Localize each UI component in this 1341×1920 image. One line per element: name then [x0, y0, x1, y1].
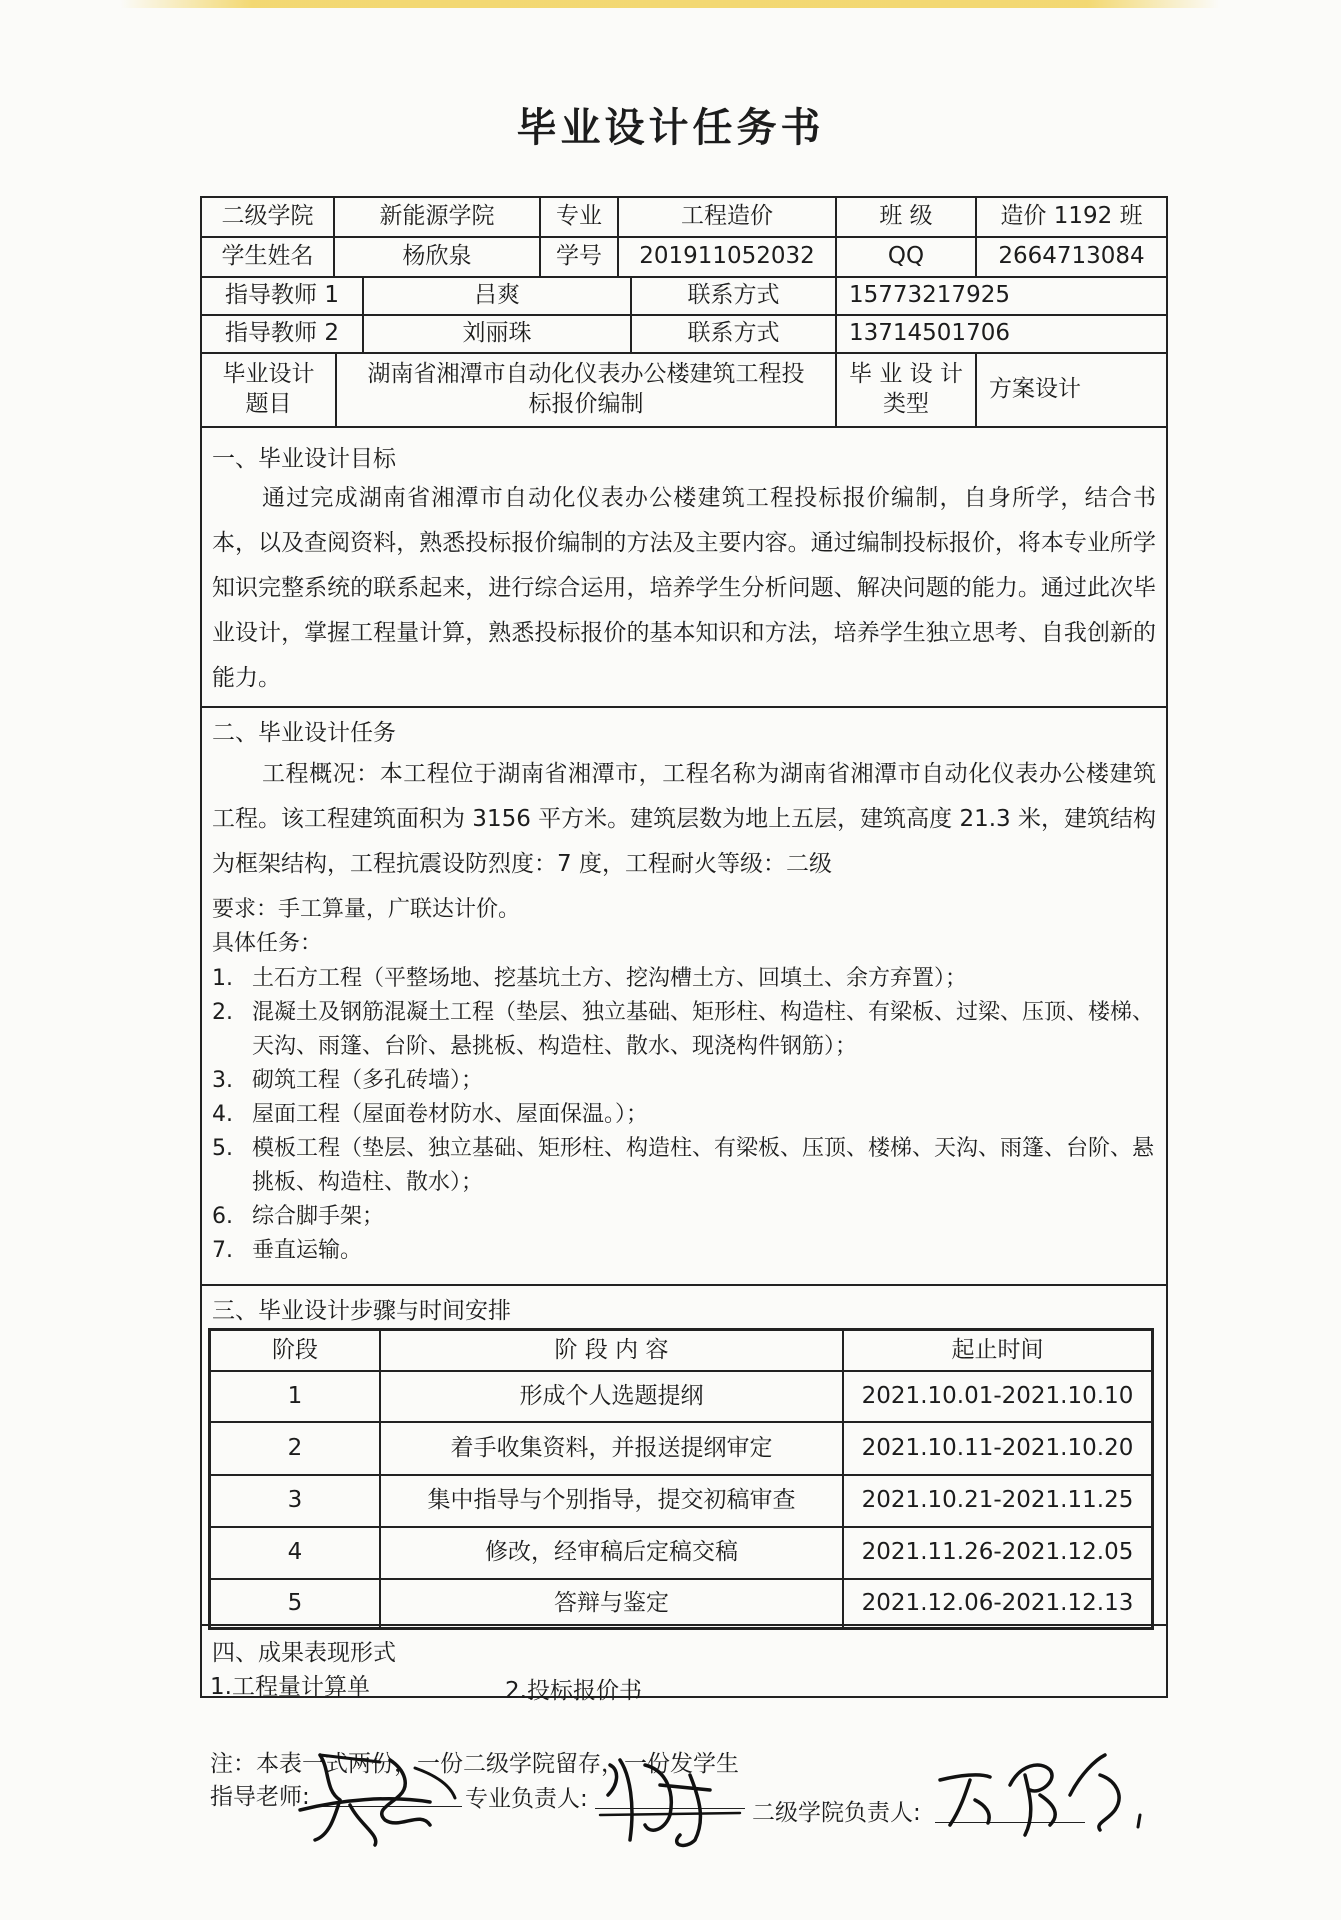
class-value: 造价 1192 班: [1000, 203, 1143, 230]
teacher2-label: 指导教师 2: [225, 320, 339, 347]
schedule-content: 修改，经审稿后定稿交稿: [485, 1539, 738, 1566]
schedule-content: 形成个人选题提纲: [519, 1382, 704, 1409]
college-head-signature-label: 二级学院负责人:: [752, 1800, 921, 1826]
grid-line: [200, 426, 1168, 428]
section-divider: [200, 706, 1168, 708]
schedule-period: 2021.10.21-2021.11.25: [861, 1487, 1134, 1514]
major-value: 工程造价: [681, 203, 773, 230]
schedule-period: 2021.11.26-2021.12.05: [861, 1539, 1134, 1566]
class-label: 班 级: [879, 203, 933, 230]
contact2-label: 联系方式: [687, 320, 780, 347]
design-type-label-line1: 毕 业 设 计: [849, 361, 963, 388]
teacher1-label: 指导教师 1: [225, 282, 339, 309]
topic-value: [337, 354, 835, 426]
qq-value: 2664713084: [998, 243, 1145, 270]
contact1-value: 15773217925: [849, 282, 1010, 309]
topic-label: [202, 354, 335, 426]
major-head-signature-label: 专业负责人:: [465, 1786, 588, 1812]
schedule-stage: 1: [287, 1382, 303, 1409]
topic-value-line2: 标报价编制: [528, 391, 644, 417]
task-item: 7. 垂直运输。: [212, 1238, 363, 1263]
topic-label-line1: 毕业设计: [222, 361, 315, 388]
schedule-header-content: 阶 段 内 容: [554, 1336, 669, 1363]
design-type-label: [837, 354, 975, 426]
design-type-value: 方案设计: [989, 376, 1081, 403]
section-divider: [200, 1284, 1168, 1286]
schedule-header-stage: 阶段: [272, 1336, 318, 1363]
section1-heading: 一、毕业设计目标: [212, 446, 396, 472]
topic-label-line2: 题目: [245, 391, 292, 417]
teacher-signature: [280, 1740, 480, 1850]
student-name-label: 学生姓名: [221, 243, 314, 270]
student-name-value: 杨欣泉: [402, 243, 472, 270]
schedule-period: 2021.10.11-2021.10.20: [861, 1434, 1134, 1461]
section2-requirement: 要求：手工算量，广联达计价。: [212, 897, 521, 922]
task-list: [212, 962, 1162, 1268]
schedule-period: 2021.12.06-2021.12.13: [861, 1589, 1134, 1616]
task-item: 3. 砌筑工程（多孔砖墙）；: [212, 1068, 484, 1093]
section-divider: [200, 1624, 1168, 1626]
student-id-value: 201911052032: [639, 243, 815, 270]
topic-value-line1: 湖南省湘潭市自动化仪表办公楼建筑工程投: [367, 361, 805, 388]
schedule-header-period: 起止时间: [951, 1336, 1044, 1363]
section2-heading: 二、毕业设计任务: [212, 720, 396, 746]
schedule-stage: 2: [287, 1434, 303, 1461]
teacher1-value: 吕爽: [474, 282, 520, 309]
task-item: 4. 屋面工程（屋面卷材防水、屋面保温。）；: [212, 1102, 649, 1127]
teacher-signature-label: 指导老师:: [210, 1784, 310, 1810]
scan-edge-band: [120, 0, 1220, 8]
deliverable-item: 2.投标报价书: [505, 1678, 642, 1704]
document-title: 毕业设计任务书: [516, 104, 825, 151]
college-label: 二级学院: [221, 203, 314, 230]
college-value: 新能源学院: [379, 203, 495, 230]
section3-heading: 三、毕业设计步骤与时间安排: [212, 1298, 511, 1324]
contact1-label: 联系方式: [687, 282, 780, 309]
section2-overview: 工程概况：本工程位于湖南省湘潭市，工程名称为湖南省湘潭市自动化仪表办公楼建筑工程。该工程建筑面积为 3156 平方米。建筑层数为地上五层，建筑高度 21.3 米，建筑结构为框架结构，工程抗震设防烈度：7 度，工程耐火等级：二级: [212, 761, 1156, 877]
schedule-period: 2021.10.01-2021.10.10: [861, 1382, 1134, 1409]
task-item: 5. 模板工程（垫层、独立基础、矩形柱、构造柱、有梁板、压顶、楼梯、天沟、雨篷、台阶、悬挑板、构造柱、散水）；: [212, 1136, 1155, 1195]
deliverable-item: 1.工程量计算单: [210, 1674, 370, 1700]
major-head-signature: [590, 1745, 750, 1855]
section1-text: 通过完成湖南省湘潭市自动化仪表办公楼建筑工程投标报价编制，自身所学，结合书本，以及查阅资料，熟悉投标报价编制的方法及主要内容。通过编制投标报价，将本专业所学知识完整系统的联系起来，进行综合运用，培养学生分析问题、解决问题的能力。通过此次毕业设计，掌握工程量计算，熟悉投标报价的基本知识和方法，培养学生独立思考、自我创新的能力。: [212, 485, 1156, 691]
schedule-stage: 5: [287, 1589, 303, 1616]
footer-note: 注：本表一式两份，一份二级学院留存，一份发学生: [210, 1751, 739, 1777]
task-item: 2. 混凝土及钢筋混凝土工程（垫层、独立基础、矩形柱、构造柱、有梁板、过梁、压顶、楼梯、天沟、雨篷、台阶、悬挑板、构造柱、散水、现浇构件钢筋）；: [212, 1000, 1155, 1059]
schedule-stage: 3: [287, 1487, 303, 1514]
task-item: 6. 综合脚手架；: [212, 1204, 385, 1229]
design-type-label-line2: 类型: [883, 391, 929, 417]
task-item: 1. 土石方工程（平整场地、挖基坑土方、挖沟槽土方、回填土、余方弃置）；: [212, 966, 968, 991]
schedule-content: 答辩与鉴定: [554, 1589, 669, 1616]
college-head-signature: [930, 1735, 1150, 1845]
schedule-content: 着手收集资料，并报送提纲审定: [450, 1434, 773, 1461]
schedule-content: 集中指导与个别指导，提交初稿审查: [427, 1487, 796, 1514]
contact2-value: 13714501706: [849, 320, 1010, 347]
major-label: 专业: [556, 203, 602, 230]
schedule-stage: 4: [287, 1539, 303, 1566]
section4-heading: 四、成果表现形式: [212, 1640, 396, 1666]
teacher2-value: 刘丽珠: [462, 320, 532, 347]
student-id-label: 学号: [556, 243, 602, 270]
qq-label: QQ: [887, 243, 925, 270]
section2-tasks-heading: 具体任务：: [212, 931, 323, 956]
